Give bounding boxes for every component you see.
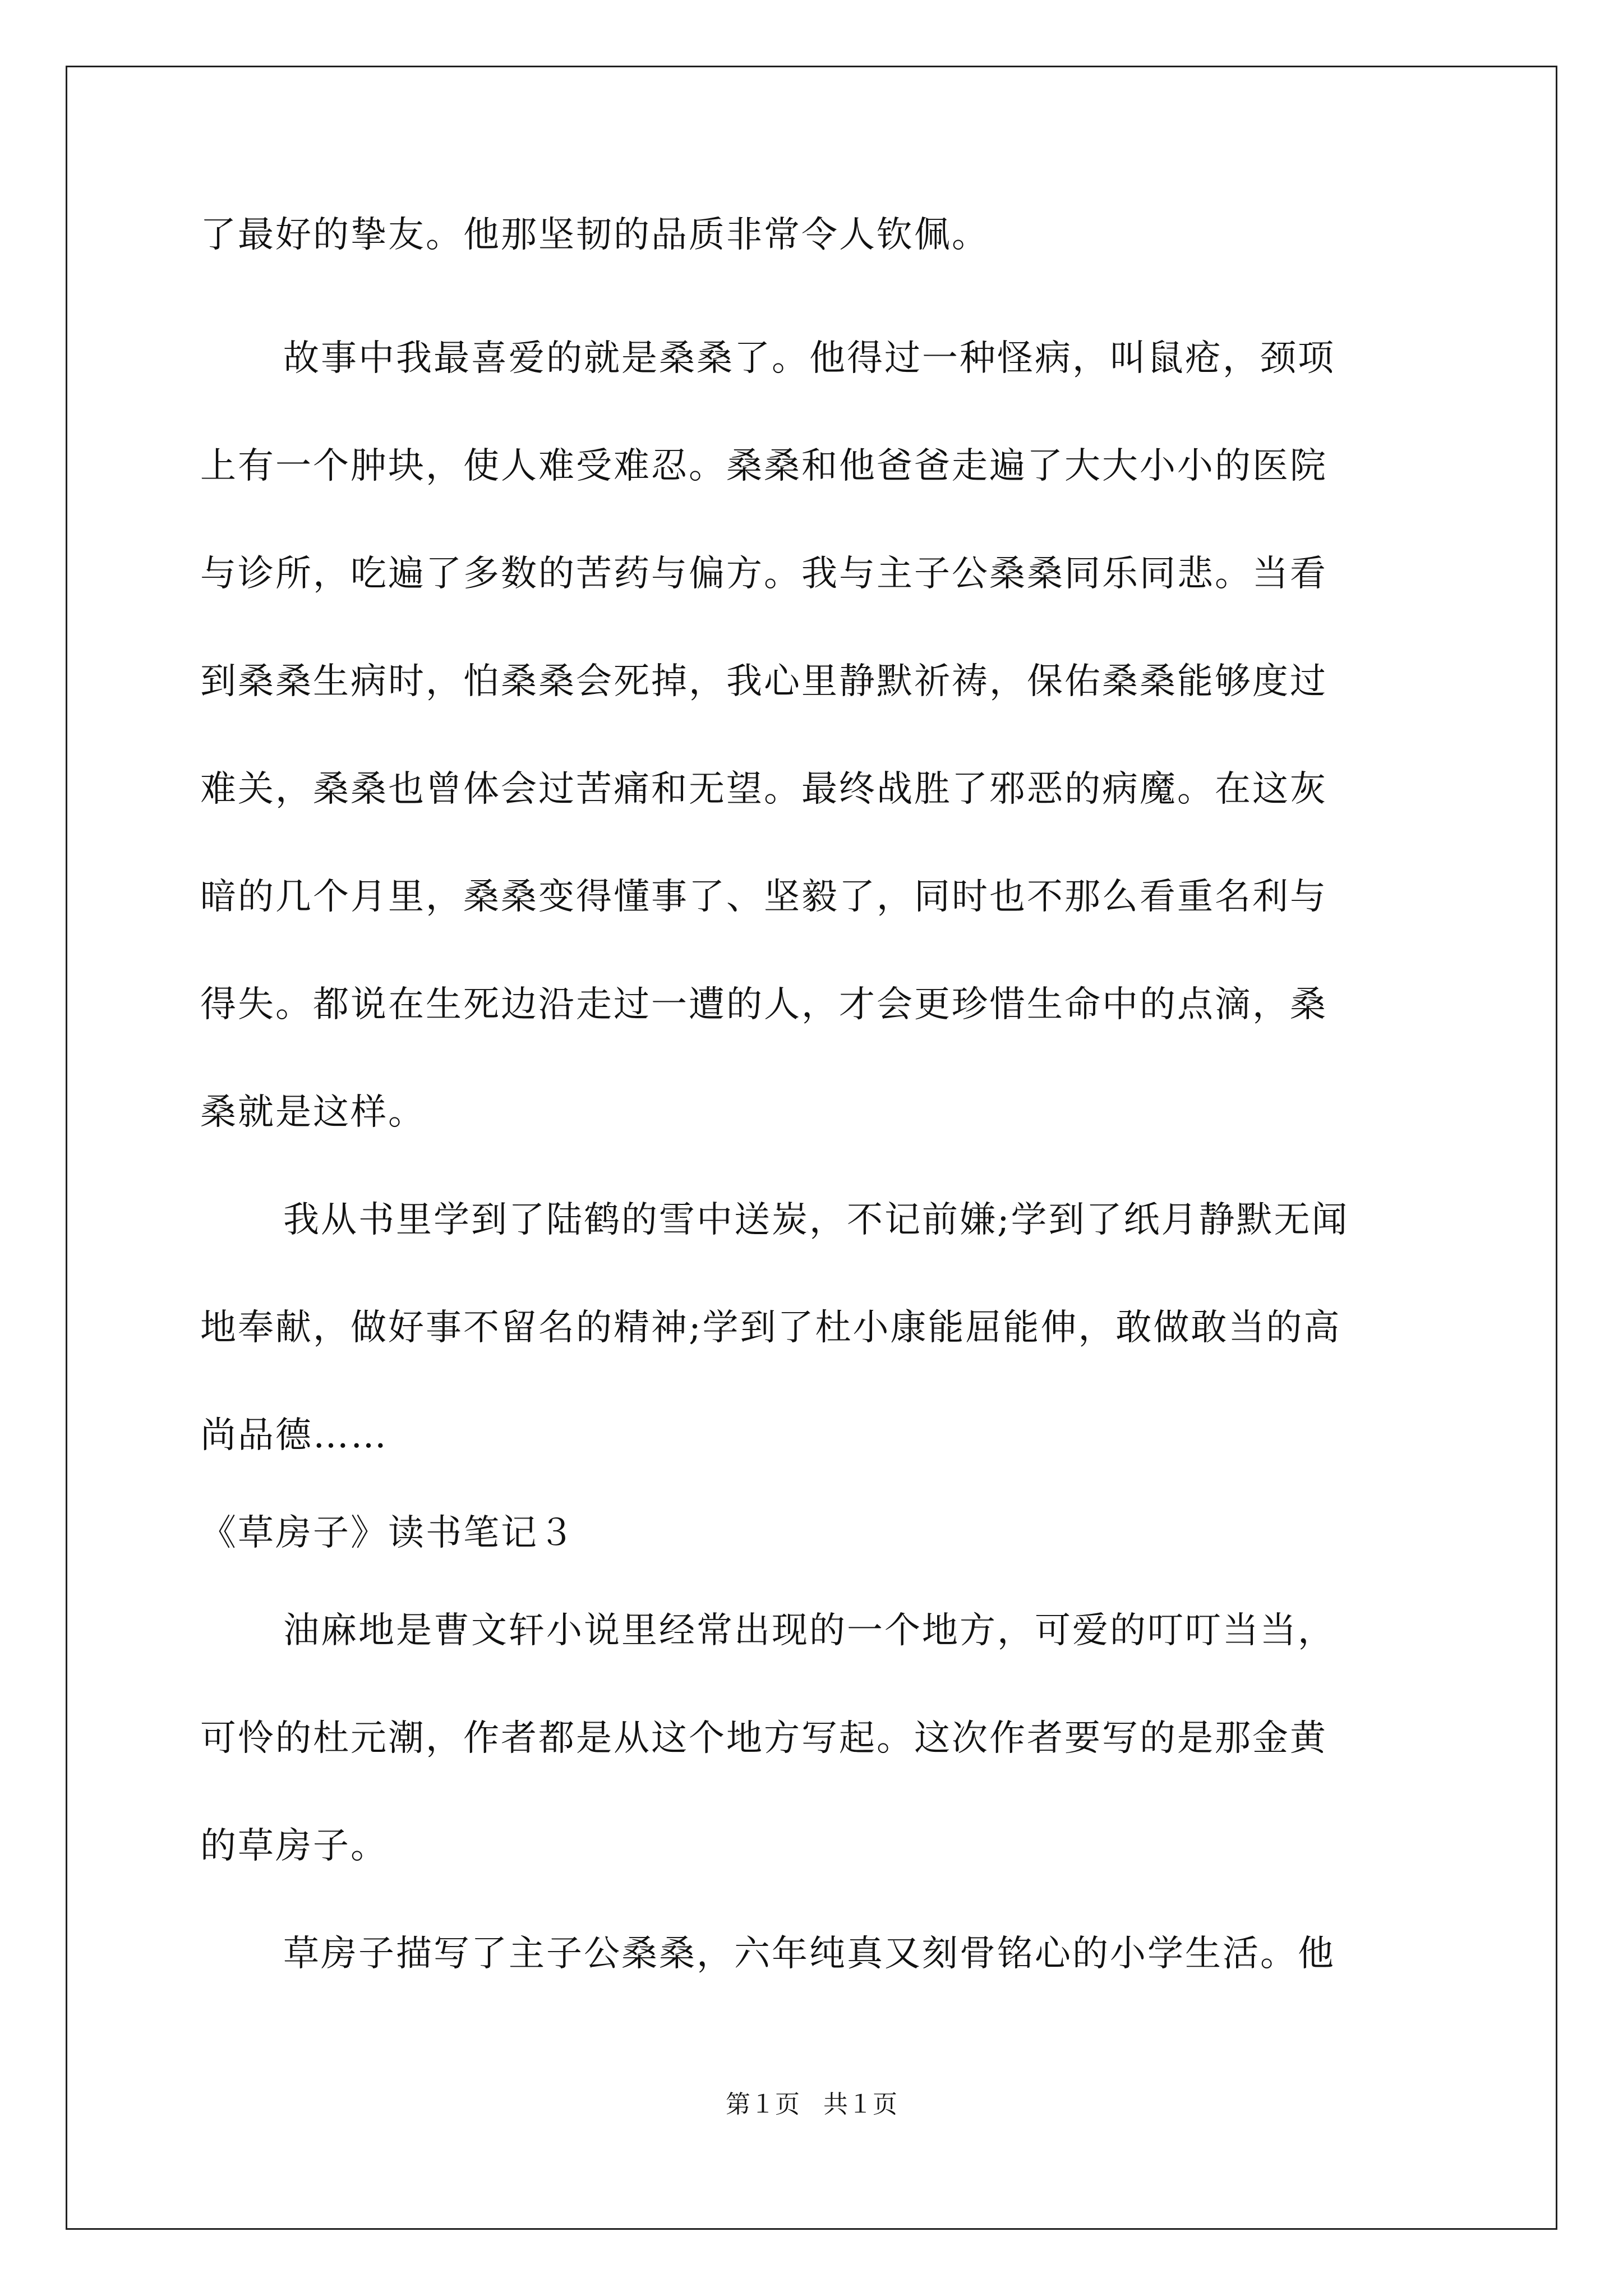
page-footer	[0, 2088, 1623, 2122]
page-total: 共１页	[823, 2090, 897, 2119]
text-line: 桑就是这样。	[200, 1092, 426, 1133]
text-line: 地奉献，做好事不留名的精神;学到了杜小康能屈能伸，敢做敢当的高	[200, 1307, 1341, 1349]
text-line: 的草房子。	[200, 1825, 388, 1867]
text-line: 我从书里学到了陆鹤的雪中送炭，不记前嫌;学到了纸月静默无闻	[283, 1199, 1349, 1241]
text-line: 与诊所，吃遍了多数的苦药与偏方。我与主子公桑桑同乐同悲。当看	[200, 553, 1327, 595]
text-line: 草房子描写了主子公桑桑，六年纯真又刻骨铭心的小学生活。他	[283, 1933, 1335, 1975]
text-line: 暗的几个月里，桑桑变得懂事了、坚毅了，同时也不那么看重名利与	[200, 876, 1327, 918]
text-line: 上有一个肿块，使人难受难忍。桑桑和他爸爸走遍了大大小小的医院	[200, 445, 1327, 487]
page-border	[66, 66, 1557, 2230]
text-line: 尚品德……	[200, 1415, 388, 1456]
text-line: 了最好的挚友。他那坚韧的品质非常令人钦佩。	[200, 214, 989, 256]
text-line: 得失。都说在生死边沿走过一遭的人，才会更珍惜生命中的点滴，桑	[200, 984, 1327, 1025]
text-line: 故事中我最喜爱的就是桑桑了。他得过一种怪病，叫鼠疮，颈项	[283, 338, 1335, 379]
text-line: 难关，桑桑也曾体会过苦痛和无望。最终战胜了邪恶的病魔。在这灰	[200, 769, 1327, 810]
text-line: 油麻地是曹文轩小说里经常出现的一个地方，可爱的叮叮当当，	[283, 1610, 1335, 1651]
section-heading: 《草房子》读书笔记３	[200, 1512, 576, 1554]
text-line: 到桑桑生病时，怕桑桑会死掉，我心里静默祈祷，保佑桑桑能够度过	[200, 661, 1327, 702]
page-number: 第１页	[726, 2090, 800, 2119]
text-line: 可怜的杜元潮，作者都是从这个地方写起。这次作者要写的是那金黄	[200, 1718, 1327, 1759]
